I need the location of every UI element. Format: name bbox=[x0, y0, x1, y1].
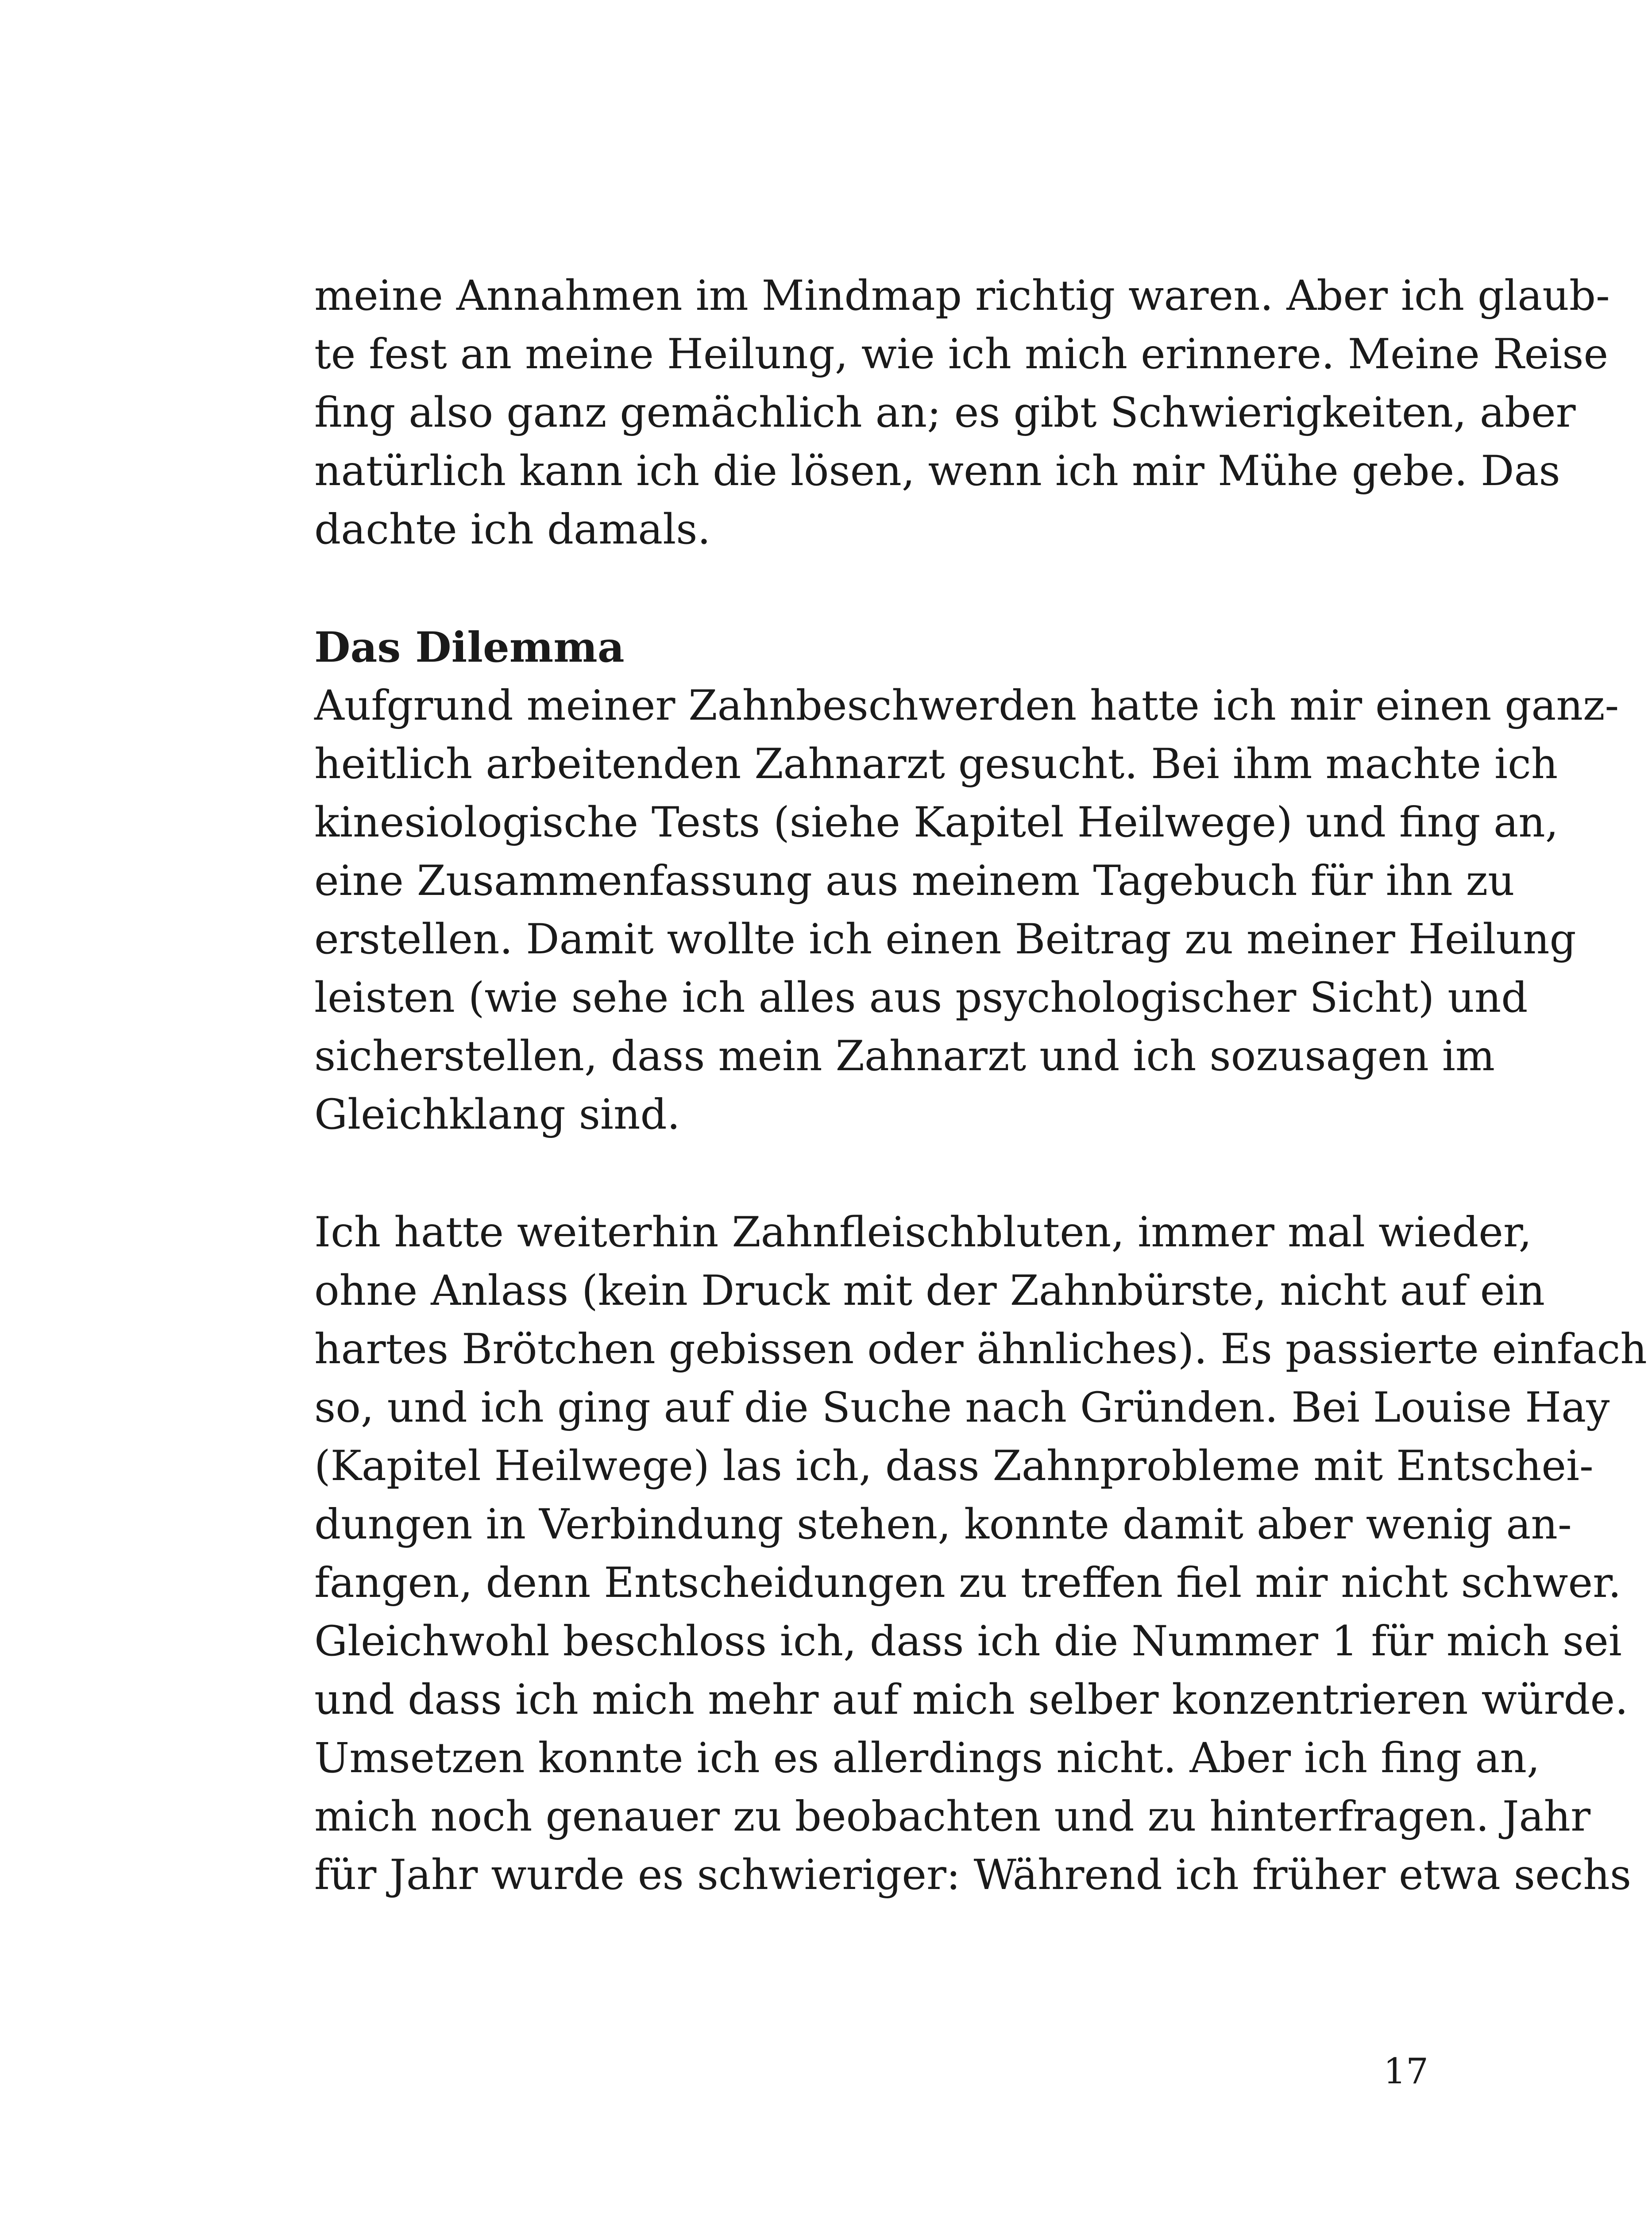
text-line: meine Annahmen im Mindmap richtig waren. Aber ich glaub- bbox=[314, 272, 1610, 320]
paragraph-continuation bbox=[314, 267, 1610, 559]
text-line: Gleichklang sind. bbox=[314, 1091, 680, 1139]
text-line: heitlich arbeitenden Zahnarzt gesucht. Bei ihm machte ich bbox=[314, 740, 1558, 788]
text-line: sicherstellen, dass mein Zahnarzt und ich sozusagen im bbox=[314, 1032, 1495, 1080]
text-line: natürlich kann ich die lösen, wenn ich mir Mühe gebe. Das bbox=[314, 447, 1560, 495]
text-line: Aufgrund meiner Zahnbeschwerden hatte ich mir einen ganz- bbox=[314, 682, 1619, 730]
section-das-dilemma bbox=[314, 618, 1619, 1144]
text-line: dachte ich damals. bbox=[314, 505, 711, 554]
text-line: für Jahr wurde es schwieriger: Während ich früher etwa sechs bbox=[314, 1851, 1632, 1899]
text-line: so, und ich ging auf die Suche nach Gründen. Bei Louise Hay bbox=[314, 1384, 1610, 1432]
text-line: eine Zusammenfassung aus meinem Tagebuch für ihn zu bbox=[314, 857, 1515, 905]
text-line: dungen in Verbindung stehen, konnte damit aber wenig an- bbox=[314, 1500, 1572, 1549]
text-line: Ich hatte weiterhin Zahnfleischbluten, immer mal wieder, bbox=[314, 1208, 1532, 1257]
paragraph-body bbox=[314, 1203, 1647, 1905]
text-line: ohne Anlass (kein Druck mit der Zahnbürste, nicht auf ein bbox=[314, 1267, 1545, 1315]
text-line: te fest an meine Heilung, wie ich mich erinnere. Meine Reise bbox=[314, 330, 1609, 378]
text-line: leisten (wie sehe ich alles aus psychologischer Sicht) und bbox=[314, 974, 1528, 1022]
text-line: hartes Brötchen gebissen oder ähnliches). Es passierte einfach bbox=[314, 1325, 1647, 1373]
text-line: Umsetzen konnte ich es allerdings nicht. Aber ich fing an, bbox=[314, 1734, 1540, 1782]
text-line: fangen, denn Entscheidungen zu treffen fiel mir nicht schwer. bbox=[314, 1559, 1621, 1607]
page-number: 17 bbox=[1383, 2051, 1428, 2092]
text-line: kinesiologische Tests (siehe Kapitel Heilwege) und fing an, bbox=[314, 798, 1559, 847]
section-heading: Das Dilemma bbox=[314, 623, 625, 672]
text-line: fing also ganz gemächlich an; es gibt Schwierigkeiten, aber bbox=[314, 389, 1576, 437]
text-line: mich noch genauer zu beobachten und zu hinterfragen. Jahr bbox=[314, 1793, 1591, 1841]
text-line: Gleichwohl beschloss ich, dass ich die Nummer 1 für mich sei bbox=[314, 1617, 1622, 1666]
text-line: erstellen. Damit wollte ich einen Beitrag zu meiner Heilung bbox=[314, 915, 1576, 964]
text-line: (Kapitel Heilwege) las ich, dass Zahnprobleme mit Entschei- bbox=[314, 1442, 1594, 1490]
text-line: und dass ich mich mehr auf mich selber konzentrieren würde. bbox=[314, 1676, 1629, 1724]
